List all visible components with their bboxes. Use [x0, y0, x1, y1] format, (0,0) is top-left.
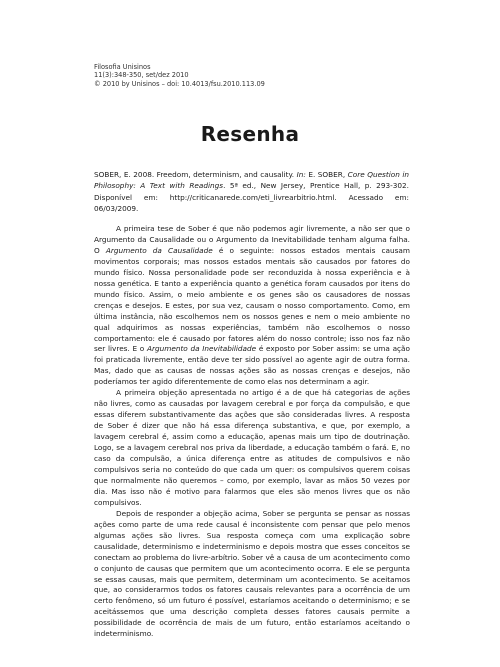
review-body	[94, 224, 410, 640]
journal-name: Filosofia Unisinos	[94, 63, 151, 71]
bibliographic-reference	[94, 169, 409, 214]
reference-in-label: In:	[296, 170, 306, 179]
paragraph-1-text-e: é exposto por Sober assim: se uma ação foi praticada livremente, então deve ter sido possível ao agente agir de outra forma. Mas, dado que as causas de nossas ações são as nossas crenças e desejos, não poderíamos ter agido diferentemente de como elas nos determinam a agir.	[94, 344, 410, 387]
reference-book-title: Core Question in Philosophy: A Text with Readings	[94, 170, 409, 191]
journal-copyright-doi: © 2010 by Unisinos – doi: 10.4013/fsu.2010.113.09	[94, 79, 265, 88]
argument-causality-term: Argumento da Causalidade	[105, 245, 213, 255]
journal-issue: 11(3):348-350, set/dez 2010	[94, 71, 189, 80]
paragraph-1	[94, 224, 410, 388]
paragraph-1-text-c: é o seguinte: nossos estados mentais causam movimentos corporais; mas nossos estados mentais são causados por fatores do mundo físico. Nossa personalidade pode ser reconduzida à nossa experiência e à nossa genética. E tanto a experiência quanto a genética foram causados por itens do mundo físico. Assim, o meio ambiente e os genes são os causadores de nossas crenças e desejos. E estes, por sua vez, causam o nosso comportamento. Como, em última instância, não escolhemos nem os nossos genes e nem o meio ambiente no qual adquirimos as nossas experiências, também não escolhemos o nosso comportamento: ele é causado por fatores além do nosso controle; isso nos faz não ser livres. E o	[94, 245, 410, 354]
reference-publication-details: . 5ª ed., New Jersey, Prentice Hall, p. 293-302. Disponível em: http://criticanarede.com/eti_livrearbitrio.html. Acessado em: 06/03/2009.	[94, 181, 409, 213]
paragraph-1-text-a: A primeira tese de Sober é que não podemos agir livremente, a não ser que o Argumento da Causalidade ou o Argumento da Inevitabilidade tenham alguma falha. O	[94, 224, 410, 255]
argument-inevitability-term: Argumento da Inevitabilidade	[146, 344, 257, 354]
reference-author-work: SOBER, E. 2008. Freedom, determinism, and causality.	[94, 170, 297, 179]
paragraph-2: A primeira objeção apresentada no artigo é a de que há categorias de ações não livres, como as causadas por lavagem cerebral e por força da compulsão, e que essas diferem substantivamente das ações que são consideradas livres. A resposta de Sober é dizer que não há essa diferença substantiva, e que, por exemplo, a lavagem cerebral é, assim como a educação, apenas mais um tipo de doutrinação. Logo, se a lavagem cerebral nos priva da liberdade, a educação também o fará. E, no caso da compulsão, a única diferença entre as atitudes de compulsivos e não compulsivos seria no conteúdo do que cada um quer: os compulsivos querem coisas que normalmente não queremos – como, por exemplo, lavar as mãos 50 vezes por dia. Mas isso não é motivo para falarmos que eles são menos livres que os não compulsivos.	[94, 388, 410, 507]
section-title: Resenha	[200, 122, 300, 146]
reference-editor: E. SOBER,	[305, 170, 348, 179]
journal-header	[94, 63, 414, 88]
paragraph-3: Depois de responder a objeção acima, Sober se pergunta se pensar as nossas ações como parte de uma rede causal é inconsistente com pensar que pelo menos algumas ações são livres. Sua resposta começa com uma explicação sobre causalidade, determinismo e indeterminismo e depois mostra que esses conceitos se conectam ao problema do livre-arbítrio. Sober vê a causa de um acontecimento como o conjunto de causas que permitem que um acontecimento ocorra. E ele se pergunta se essas causas, mais que permitem, determinam um acontecimento. Se aceitamos que, ao considerarmos todos os fatores causais relevantes para a ocorrência de um certo fenômeno, só um futuro é possível, estaríamos aceitando o determinismo; e se aceitássemos que uma descrição completa desses fatores causais permite a possibilidade de ocorrência de mais de um futuro, então estaríamos aceitando o indeterminismo.	[94, 508, 410, 639]
